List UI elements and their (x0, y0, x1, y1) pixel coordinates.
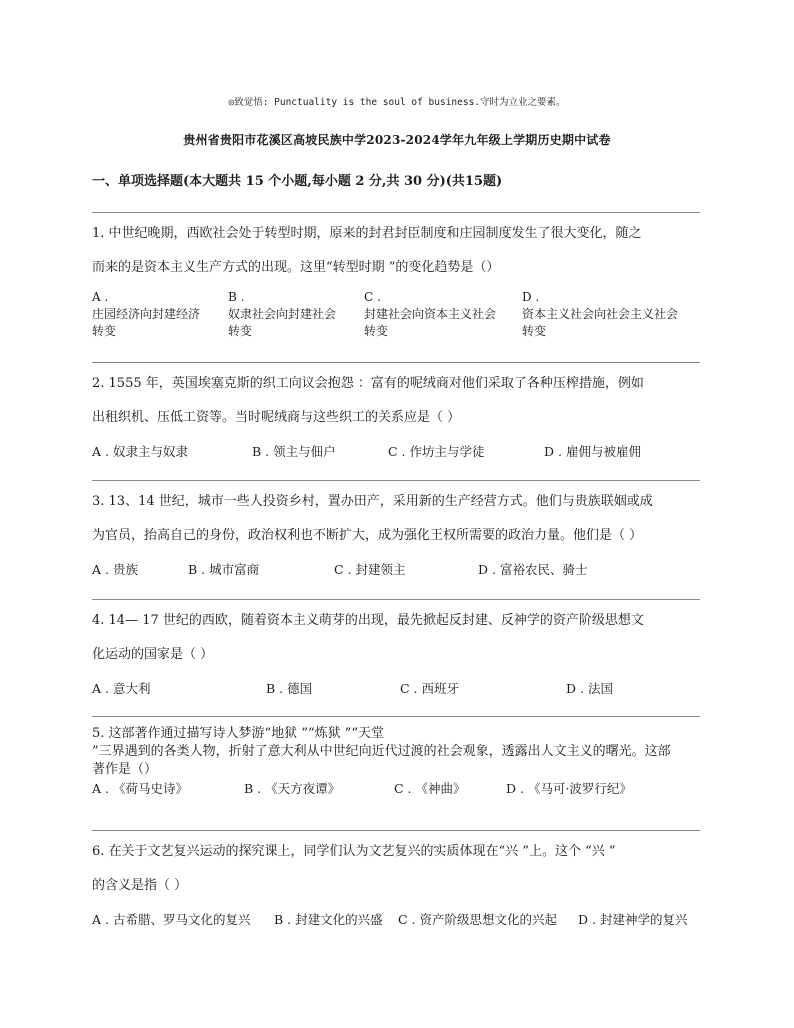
option-list (92, 676, 700, 702)
option-b[interactable]: B . 德国 (266, 681, 313, 696)
option-letter: B . (228, 290, 245, 304)
option-text: 转变 (228, 324, 253, 338)
option-text: 封建社会向资本主义社会 (364, 307, 497, 321)
option-text: 转变 (364, 324, 389, 338)
question-3 (92, 480, 700, 583)
question-divider (92, 830, 700, 831)
option-b[interactable] (228, 289, 363, 340)
option-letter: C . (364, 290, 381, 304)
question-text-line: 出租织机、压低工资等。当时呢绒商与这些织工的关系应是（ ） (92, 410, 461, 425)
option-c[interactable]: C . 西班牙 (400, 681, 459, 696)
option-c[interactable]: C . 作坊主与学徒 (388, 444, 485, 459)
option-a[interactable]: A . 奴隶主与奴隶 (92, 444, 188, 459)
option-b[interactable]: B . 城市富商 (188, 562, 260, 577)
option-list (92, 907, 700, 933)
exam-title: 贵州省贵阳市花溪区高坡民族中学2023-2024学年九年级上学期历史期中试卷 (183, 133, 611, 147)
option-c[interactable]: C . 《神曲》 (394, 781, 466, 796)
question-text-line: 2. 1555 年，英国埃塞克斯的织工向议会抱怨 ：富有的呢绒商对他们采取了各种压榨措施，例如 (92, 376, 644, 391)
question-text-line: 1. 中世纪晚期，西欧社会处于转型时期，原来的封君封臣制度和庄园制度发生了很大变化，随之 (92, 226, 642, 241)
option-list (92, 779, 700, 801)
question-text-line: 4. 14— 17 世纪的西欧，随着资本主义萌芽的出现，最先掀起反封建、反神学的资产阶级思想文 (92, 613, 644, 628)
option-text: 转变 (522, 324, 547, 338)
question-text-line: 6. 在关于文艺复兴运动的探究课上，同学们认为文艺复兴的实质体现在“兴 ”上。这个 “兴 ” (92, 844, 616, 859)
option-letter: A . (92, 290, 109, 304)
question-6 (92, 830, 700, 933)
question-text-line: 5. 这部著作通过描写诗人梦游“地狱 ”“炼狱 ”“天堂 (92, 726, 385, 741)
question-text-line: 著作是（） (92, 762, 158, 777)
option-letter: D . (522, 290, 540, 304)
question-text-line: 而来的是资本主义生产方式的出现。这里“转型时期 ”的变化趋势是（） (92, 260, 500, 275)
option-c[interactable]: C . 资产阶级思想文化的兴起 (398, 912, 557, 927)
question-divider (92, 212, 700, 213)
question-text-line: ”三界遇到的各类人物，折射了意大利从中世纪向近代过渡的社会观象，透露出人文主义的曙光。这部 (92, 744, 671, 759)
question-2 (92, 362, 700, 465)
option-d[interactable]: D . 《马可·波罗行纪》 (506, 781, 632, 796)
question-1 (92, 212, 700, 339)
option-text: 资本主义社会向社会主义社会 (522, 307, 679, 321)
option-text: 转变 (92, 324, 117, 338)
question-divider (92, 362, 700, 363)
question-divider (92, 716, 700, 717)
option-d[interactable]: D . 雇佣与被雇佣 (544, 444, 641, 459)
question-5 (92, 716, 700, 801)
question-text-line: 化运动的国家是（ ） (92, 647, 214, 662)
option-d[interactable]: D . 封建神学的复兴 (578, 912, 688, 927)
option-text: 奴隶社会向封建社会 (228, 307, 337, 321)
option-d[interactable]: D . 富裕农民、骑士 (478, 562, 588, 577)
option-c[interactable] (364, 289, 499, 340)
option-b[interactable]: B . 封建文化的兴盛 (274, 912, 383, 927)
option-c[interactable]: C . 封建领主 (334, 562, 406, 577)
option-text: 庄园经济向封建经济 (92, 307, 201, 321)
option-a[interactable] (92, 289, 227, 340)
option-b[interactable]: B . 《天方夜谭》 (244, 781, 341, 796)
question-text-line: 的含义是指（ ） (92, 878, 188, 893)
option-a[interactable]: A . 《荷马史诗》 (92, 781, 188, 796)
option-list (92, 289, 700, 339)
question-text-line: 3. 13、14 世纪，城市一些人投资乡村，置办田产，采用新的生产经营方式。他们与贵族联姻或成 (92, 494, 653, 509)
option-d[interactable]: D . 法国 (566, 681, 613, 696)
question-4 (92, 599, 700, 702)
option-a[interactable]: A . 意大利 (92, 681, 151, 696)
question-divider (92, 480, 700, 481)
option-a[interactable]: A . 贵族 (92, 562, 138, 577)
option-d[interactable] (522, 289, 700, 340)
section-heading: 一、单项选择题(本大题共 15 个小题,每小题 2 分,共 30 分)(共15题) (92, 174, 503, 189)
option-list (92, 439, 700, 465)
option-list (92, 557, 700, 583)
option-b[interactable]: B . 领主与佃户 (252, 444, 336, 459)
question-text-line: 为官员，抬高自己的身份，政治权利也不断扩大，成为强化王权所需要的政治力量。他们是（ ） (92, 528, 643, 543)
header-motto: ◎致觉悟: Punctuality is the soul of business.守时为立业之要素。 (228, 97, 566, 108)
option-a[interactable]: A . 古希腊、罗马文化的复兴 (92, 912, 251, 927)
question-divider (92, 599, 700, 600)
